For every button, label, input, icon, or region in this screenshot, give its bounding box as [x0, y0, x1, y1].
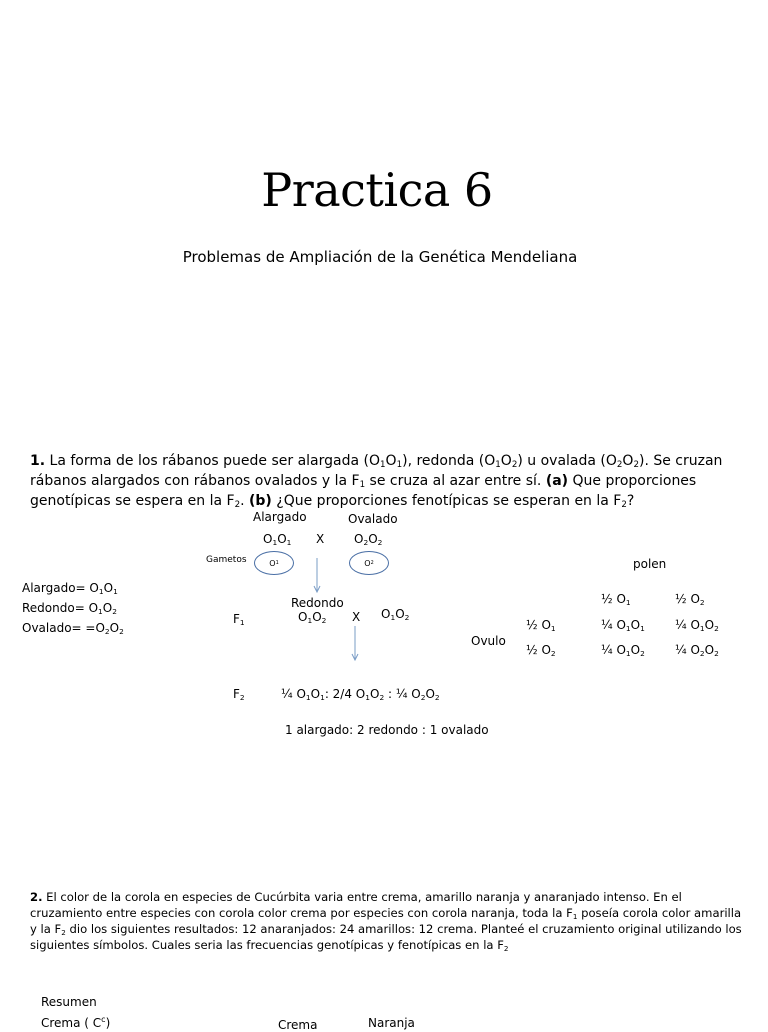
phenotype-ratio: 1 alargado: 2 redondo : 1 ovalado — [285, 723, 489, 737]
parent-2-genotype: $O_2O_2$ — [354, 532, 383, 547]
problem-2-text: 2. El color de la corola en especies de Cucúrbita varia entre crema, amarillo naranja y anaranjado intenso. En el cruzamiento entre especies con corola color crema por especies con corola naranja, toda la $F_1$ poseía corola color amarilla y la $F_2$ dio los siguientes resultados: 12 anaranjados: 24 amarillos: 12 crema. Planteé el cruzamiento original utilizando los siguientes símbolos. Cuales seria las frecuencias genotípicas y fenotípicas en la $F_2$ — [30, 890, 742, 953]
part-a-label: (a) — [545, 473, 569, 489]
cross-symbol-2: X — [352, 610, 361, 624]
problem-2-number: 2. — [30, 890, 43, 904]
redondo-label: Redondo — [291, 596, 344, 610]
f1-genotype: $O_1O_2$ — [298, 610, 327, 625]
punnett-col-1: ½ $O_1$ — [601, 592, 631, 607]
resumen-crema: Crema ( $C^c$) — [41, 1015, 111, 1030]
parent-1-genotype: $O_1O_1$ — [263, 532, 292, 547]
problem-1-number: 1. — [30, 453, 46, 469]
f2-label: $F_2$ — [233, 687, 245, 702]
punnett-cell-21: ¼ $O_1O_2$ — [601, 643, 645, 658]
punnett-cell-12: ¼ $O_1O_2$ — [675, 618, 719, 633]
alargado-label: Alargado — [253, 510, 307, 524]
arrow-down-icon-2 — [350, 626, 360, 662]
gamete-o1-circle: O 1 — [254, 551, 294, 575]
part-b-label: (b) — [249, 493, 272, 509]
gamete-o2-circle: O 2 — [349, 551, 389, 575]
page-title: Practica 6 — [261, 163, 493, 217]
f1-genotype-2: $O_1O_2$ — [381, 607, 410, 622]
problem-1-text: 1. La forma de los rábanos puede ser alargada $(O_1O_1)$, redonda $(O_1O_2)$ u ovalada $(O_2O_2)$. Se cruzan rábanos alargados con rábanos ovalados y la $F_1$ se cruza al azar entre sí. (a) Que proporciones genotípicas se espera en la $F_2$. (b) ¿Que proporciones fenotípicas se esperan en la $F_2$? — [30, 453, 723, 511]
legend-alargado: Alargado= $O_1O_1$ — [22, 581, 118, 596]
punnett-row-1: ½ $O_1$ — [526, 618, 556, 633]
cross-symbol-1: X — [316, 532, 325, 546]
resumen-col-crema: Crema — [278, 1018, 318, 1032]
resumen-col-naranja: Naranja — [368, 1016, 415, 1030]
resumen-label: Resumen — [41, 995, 97, 1009]
legend-ovalado: Ovalado= $=O_2O_2$ — [22, 621, 124, 636]
punnett-col-2: ½ $O_2$ — [675, 592, 705, 607]
polen-label: polen — [633, 557, 667, 571]
ovulo-label: Ovulo — [471, 634, 506, 648]
f2-genotype-ratio: ¼ $O_1O_1$: 2/4 $O_1O_2$ : ¼ $O_2O_2$ — [281, 687, 440, 702]
ovalado-label: Ovalado — [348, 512, 398, 526]
f1-label: $F_1$ — [233, 612, 245, 627]
legend-redondo: Redondo= $O_1O_2$ — [22, 601, 117, 616]
punnett-cell-22: ¼ $O_2O_2$ — [675, 643, 719, 658]
punnett-row-2: ½ $O_2$ — [526, 643, 556, 658]
gametos-label: Gametos — [206, 555, 247, 565]
page-subtitle: Problemas de Ampliación de la Genética Mendeliana — [182, 248, 578, 266]
arrow-down-icon — [312, 558, 322, 594]
punnett-cell-11: ¼ $O_1O_1$ — [601, 618, 645, 633]
